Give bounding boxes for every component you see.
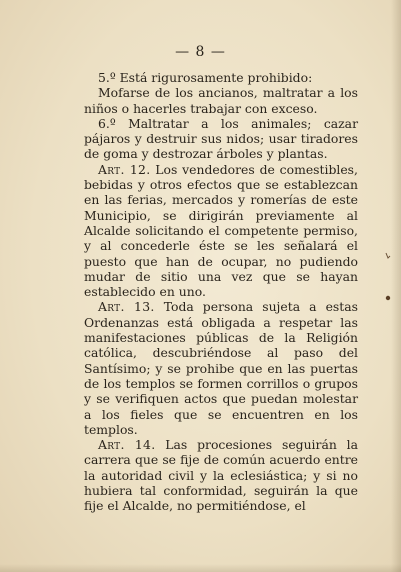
page-edge-shadow bbox=[391, 0, 401, 572]
article-text: Las procesiones seguirán la carrera que se fije de común acuerdo entre la autoridad civil y la eclesiástica; y si no hubiera tal conformidad, seguirán la que fije el Alcalde, no permitiéndose, el bbox=[84, 437, 358, 514]
article-label: Art. 14. bbox=[98, 437, 156, 453]
paragraph-item-5-detail bbox=[84, 85, 358, 116]
article-12 bbox=[84, 162, 358, 300]
paragraph-text: Mofarse de los ancianos, maltratar a los niños o hacerles trabajar con exceso. bbox=[84, 85, 358, 116]
article-label: Art. 13. bbox=[98, 299, 155, 315]
paragraph-text: 6.º Maltratar a los animales; cazar pájaros y destruir sus nidos; usar tiradores de goma y destrozar árboles y plantas. bbox=[84, 115, 358, 162]
margin-tick-icon bbox=[384, 252, 392, 262]
article-text: Los vendedores de comestibles, bebidas y otros efectos que se establezcan en las ferias, mercados y romerías de este Municipio, se dirigirán previamente al Alcalde solicitando el competente permiso, y al concederle éste se les señalará el puesto que han de ocupar, no pudiendo mudar de sitio una vez que se hayan establecido en uno. bbox=[84, 161, 358, 300]
page-number: — 8 — bbox=[175, 44, 226, 60]
paragraph-item-6 bbox=[84, 116, 358, 162]
article-13 bbox=[84, 299, 358, 437]
page-bottom-shadow bbox=[0, 564, 401, 572]
paragraph-text: 5.º Está rigurosamente prohibido: bbox=[98, 70, 313, 85]
article-14 bbox=[84, 437, 358, 513]
article-text: Toda persona sujeta a estas Ordenanzas está obligada a respetar las manifestaciones públicas de la Religión católica, descubriéndose al paso del Santísimo; y se prohibe que en las puertas de los templos se formen corrillos o grupos y se verifiquen actos que puedan molestar a los fieles que se encuentren en los templos. bbox=[84, 299, 358, 437]
article-label: Art. 12. bbox=[98, 161, 151, 177]
paragraph-item-5 bbox=[84, 70, 358, 85]
body-text bbox=[84, 70, 358, 514]
ink-spot-icon bbox=[384, 294, 392, 302]
